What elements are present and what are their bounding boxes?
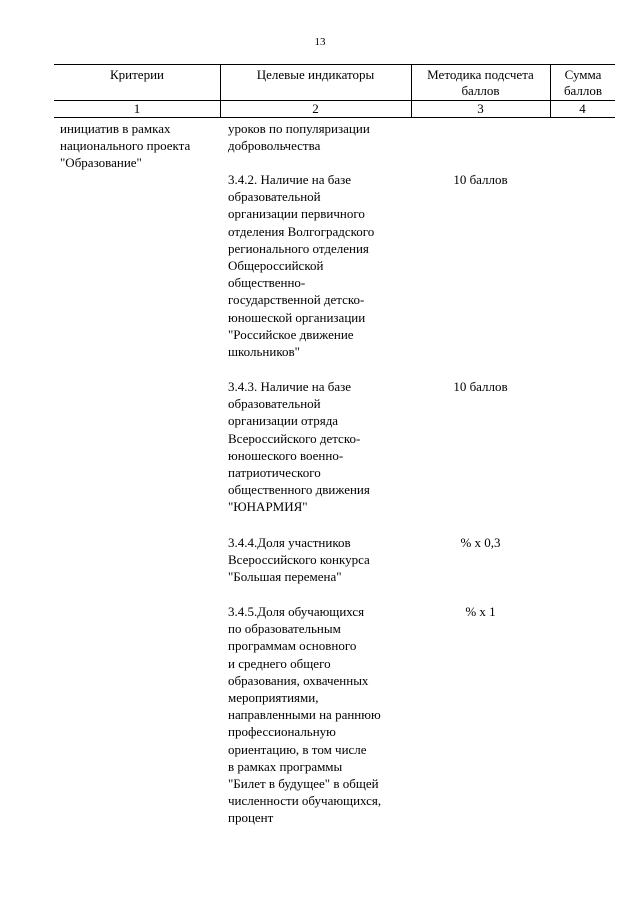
method-3-4-4: % х 0,3: [460, 535, 501, 550]
header-score-sum: Сумма баллов: [563, 67, 603, 98]
continued-indicator-cell: уроков по популяризации добровольчества: [228, 121, 370, 154]
method-3-4-3: 10 баллов: [453, 379, 508, 394]
header-target-indicators: Целевые индикаторы: [256, 67, 375, 82]
header-scoring-method: Методика подсчета баллов: [427, 67, 534, 98]
indicator-3-4-4: 3.4.4.Доля участников Всероссийского конкурса "Большая перемена": [228, 535, 370, 585]
criteria-cell: инициатив в рамках национального проекта "Образование": [60, 121, 191, 171]
column-number-4: 4: [579, 101, 586, 116]
indicator-3-4-3: 3.4.3. Наличие на базе образовательной организации отряда Всероссийского детско- юношеского военно- патриотического общественного движения "ЮНАРМИЯ": [228, 379, 370, 515]
column-number-1: 1: [133, 101, 141, 116]
header-criteria: Критерии: [110, 67, 164, 82]
page-number: 13: [314, 36, 326, 48]
column-number-3: 3: [477, 101, 484, 116]
indicator-3-4-2: 3.4.2. Наличие на базе образовательной организации первичного отделения Волгоградского регионального отделения Общероссийской общественно- государственной детско- юношеской организации "Российское движение школьников": [228, 172, 375, 360]
method-3-4-2: 10 баллов: [453, 172, 508, 187]
indicator-3-4-5: 3.4.5.Доля обучающихся по образовательным программам основного и среднего общего образования, охваченных мероприятиями, направленными на раннюю профессиональную ориентацию, в том числе в рамках программы "Билет в будущее" в общей численности обучающихся, процент: [228, 604, 382, 826]
method-3-4-5: % х 1: [465, 604, 496, 619]
column-number-2: 2: [312, 101, 319, 116]
table-top-border: [54, 64, 615, 65]
numbers-bottom-border: [54, 117, 615, 118]
